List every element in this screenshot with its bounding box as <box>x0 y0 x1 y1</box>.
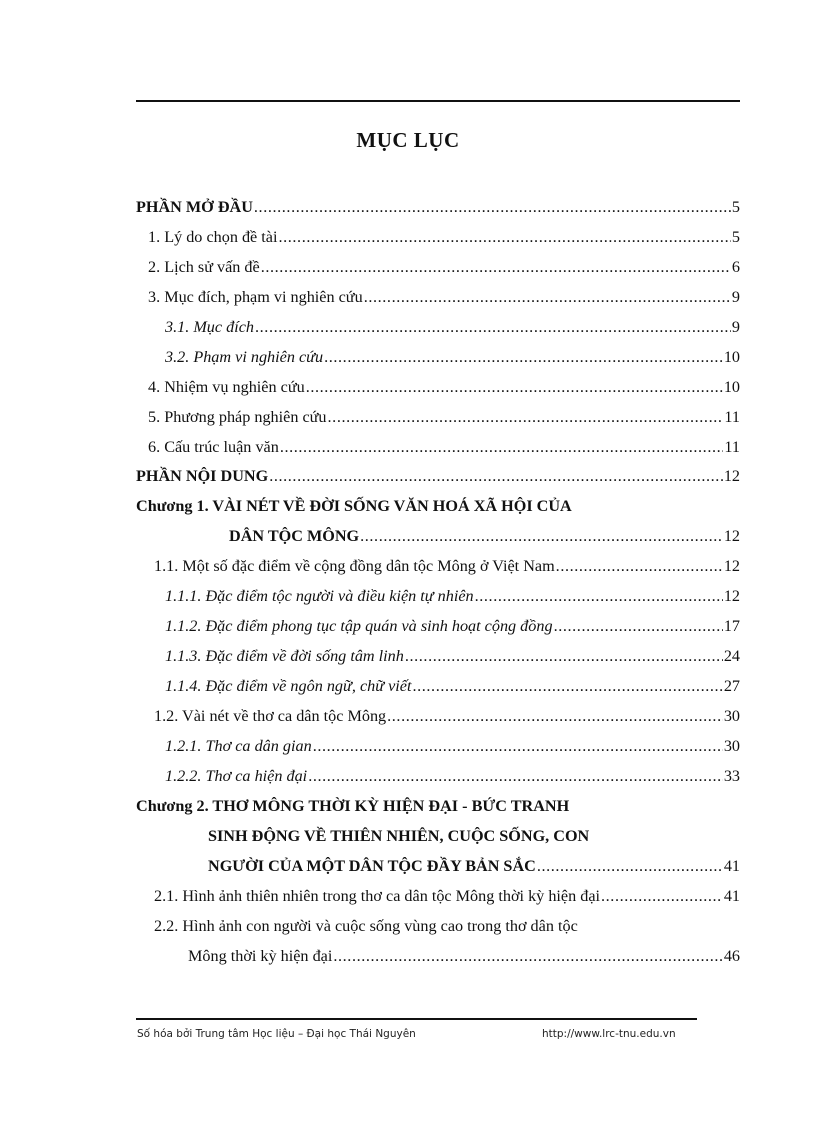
page-number: 5 <box>731 198 740 216</box>
toc-entry-1-1-4[interactable]: 1.1.4. Đặc điểm về ngôn ngữ, chữ viết ..... 27 <box>165 676 740 696</box>
footer-url[interactable]: http://www.lrc-tnu.edu.vn <box>542 1028 676 1040</box>
page-number: 5 <box>731 228 740 246</box>
page-number: 24 <box>723 647 740 665</box>
page-number: 12 <box>723 587 740 605</box>
page-number: 30 <box>723 707 740 725</box>
page-number: 41 <box>723 857 740 875</box>
page-number: 12 <box>723 527 740 545</box>
toc-entry-phan-mo-dau[interactable]: PHẦN MỞ ĐẦU ..... 5 <box>136 197 740 217</box>
toc-entry-1[interactable]: 1. Lý do chọn đề tài ..... 5 <box>148 227 740 247</box>
toc-entry-chapter-1[interactable]: DÂN TỘC MÔNG ..... 12 <box>229 526 740 546</box>
page-number: 30 <box>723 737 740 755</box>
toc-entry-6[interactable]: 6. Cấu trúc luận văn ..... 11 <box>148 437 740 457</box>
page-number: 27 <box>723 677 740 695</box>
toc-entry-phan-noi-dung[interactable]: PHẦN NỘI DUNG ..... 12 <box>136 466 740 486</box>
toc-entry-1-1-3[interactable]: 1.1.3. Đặc điểm về đời sống tâm linh ..... 24 <box>165 646 740 666</box>
toc-entry-2-1[interactable]: 2.1. Hình ảnh thiên nhiên trong thơ ca dân tộc Mông thời kỳ hiện đại ..... 41 <box>154 886 740 906</box>
toc-entry-1-2[interactable]: 1.2. Vài nét về thơ ca dân tộc Mông ..... 30 <box>154 706 740 726</box>
footer-rule <box>136 1018 697 1020</box>
page-number: 11 <box>724 438 740 456</box>
toc-entry-3[interactable]: 3. Mục đích, phạm vi nghiên cứu ..... 9 <box>148 287 740 307</box>
toc-entry-4[interactable]: 4. Nhiệm vụ nghiên cứu ..... 10 <box>148 377 740 397</box>
toc-entry-2[interactable]: 2. Lịch sử vấn đề ..... 6 <box>148 257 740 277</box>
page-number: 33 <box>723 767 740 785</box>
toc-entry-1-1[interactable]: 1.1. Một số đặc điểm về cộng đồng dân tộc Mông ở Việt Nam ..... 12 <box>154 556 740 576</box>
page-number: 41 <box>723 887 740 905</box>
toc-entry-1-2-1[interactable]: 1.2.1. Thơ ca dân gian ..... 30 <box>165 736 740 756</box>
toc-entry-3-1[interactable]: 3.1. Mục đích ..... 9 <box>165 317 740 337</box>
toc-chapter-2-heading[interactable]: Chương 2. THƠ MÔNG THỜI KỲ HIỆN ĐẠI - BỨC TRANH <box>136 797 570 815</box>
page-title: MỤC LỤC <box>356 128 460 152</box>
page-number: 11 <box>724 408 740 426</box>
toc-entry-1-2-2[interactable]: 1.2.2. Thơ ca hiện đại ..... 33 <box>165 766 740 786</box>
toc-entry-1-1-2[interactable]: 1.1.2. Đặc điểm phong tục tập quán và sinh hoạt cộng đồng ..... 17 <box>165 616 740 636</box>
toc-entry-chapter-2[interactable]: NGƯỜI CỦA MỘT DÂN TỘC ĐẦY BẢN SẮC ..... 41 <box>208 856 740 876</box>
toc-entry-5[interactable]: 5. Phương pháp nghiên cứu ..... 11 <box>148 407 740 427</box>
toc-chapter-2-heading-line2[interactable]: SINH ĐỘNG VỀ THIÊN NHIÊN, CUỘC SỐNG, CON <box>208 827 590 845</box>
page-number: 12 <box>723 557 740 575</box>
page-number: 10 <box>723 378 740 396</box>
toc-entry-2-2[interactable]: Mông thời kỳ hiện đại ..... 46 <box>188 946 740 966</box>
page-number: 10 <box>723 348 740 366</box>
page-number: 9 <box>731 288 740 306</box>
toc-chapter-1-heading[interactable]: Chương 1. VÀI NÉT VỀ ĐỜI SỐNG VĂN HOÁ XÃ HỘI CỦA <box>136 497 572 515</box>
toc-entry-1-1-1[interactable]: 1.1.1. Đặc điểm tộc người và điều kiện tự nhiên ..... 12 <box>165 586 740 606</box>
page-number: 9 <box>731 318 740 336</box>
header-rule <box>136 100 740 102</box>
toc-entry-2-2-line1[interactable]: 2.2. Hình ảnh con người và cuộc sống vùng cao trong thơ dân tộc <box>154 917 578 935</box>
page-number: 12 <box>723 467 740 485</box>
toc-entry-3-2[interactable]: 3.2. Phạm vi nghiên cứu ..... 10 <box>165 347 740 367</box>
page-number: 17 <box>723 617 740 635</box>
footer-source: Số hóa bởi Trung tâm Học liệu – Đại học Thái Nguyên <box>137 1028 416 1040</box>
page-number: 6 <box>731 258 740 276</box>
page-number: 46 <box>723 947 740 965</box>
